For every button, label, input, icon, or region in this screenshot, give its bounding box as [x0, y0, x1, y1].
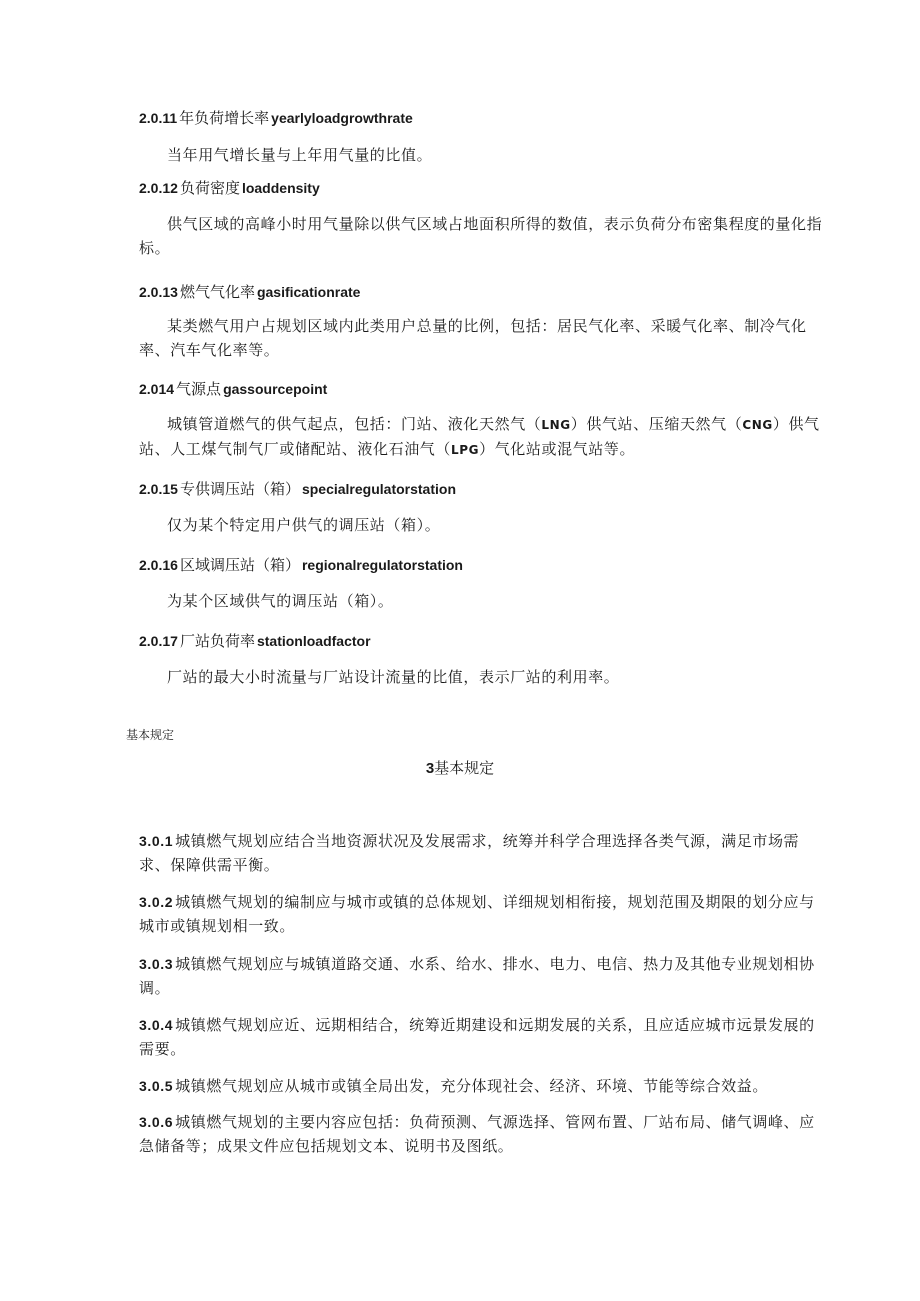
term-english-name: gasificationrate [256, 284, 361, 300]
definition-text: ）气化站或混气站等。 [479, 440, 636, 458]
clause-text: 城镇燃气规划应与城镇道路交通、水系、给水、排水、电力、电信、热力及其他专业规划相协调。 [139, 955, 815, 997]
abbreviation-lpg: LPG [451, 443, 480, 457]
term-definition: 仅为某个特定用户供气的调压站（箱）。 [167, 516, 441, 534]
term-definition: 厂站的最大小时流量与厂站设计流量的比值，表示厂站的利用率。 [167, 668, 620, 686]
term-number: 2.0.15 [139, 481, 178, 497]
term-chinese-name: 厂站负荷率 [179, 632, 255, 650]
term-chinese-name: 年负荷增长率 [179, 109, 270, 127]
clause-number: 3.0.2 [139, 894, 174, 910]
clause-number: 3.0.6 [139, 1114, 174, 1130]
clause-text: 城镇燃气规划应近、远期相结合，统筹近期建设和远期发展的关系，且应适应城市远景发展的需要。 [139, 1016, 815, 1058]
term-number: 2.0.12 [139, 180, 178, 196]
clause-3-0-6 [139, 1110, 829, 1158]
term-chinese-name: 气源点 [176, 380, 222, 398]
clause-number: 3.0.4 [139, 1017, 174, 1033]
clause-3-0-3 [139, 952, 829, 1000]
term-2-0-16 [139, 555, 829, 613]
term-chinese-name: 专供调压站（箱） [179, 480, 300, 498]
term-english-name: gassourcepoint [223, 381, 328, 397]
term-definition: 供气区域的高峰小时用气量除以供气区域占地面积所得的数值，表示负荷分布密集程度的量化指标。 [139, 215, 823, 257]
term-chinese-name: 区域调压站（箱） [179, 556, 300, 574]
definition-text: ）供气站、压缩天然气（ [570, 415, 743, 433]
clause-text: 城镇燃气规划的主要内容应包括：负荷预测、气源选择、管网布置、厂站布局、储气调峰、应急储备等；成果文件应包括规划文本、说明书及图纸。 [139, 1113, 815, 1155]
term-number: 2.0.13 [139, 284, 178, 300]
term-definition [139, 412, 829, 462]
clause-3-0-5 [139, 1074, 829, 1098]
clause-3-0-1 [139, 829, 829, 877]
clause-text: 城镇燃气规划应从城市或镇全局出发，充分体现社会、经济、环境、节能等综合效益。 [175, 1077, 768, 1095]
clause-3-0-2 [139, 890, 829, 938]
term-heading [139, 479, 829, 499]
term-number: 2.0.11 [139, 110, 178, 126]
term-heading [139, 631, 829, 651]
term-chinese-name: 燃气气化率 [179, 283, 255, 301]
term-number: 2.0.17 [139, 633, 178, 649]
term-2-0-17 [139, 631, 829, 689]
term-definition: 当年用气增长量与上年用气量的比值。 [167, 146, 433, 164]
clause-text: 城镇燃气规划的编制应与城市或镇的总体规划、详细规划相衔接，规划范围及期限的划分应与城市或镇规划相一致。 [139, 893, 815, 935]
clause-3-0-4 [139, 1013, 829, 1061]
clause-text: 城镇燃气规划应结合当地资源状况及发展需求，统筹并科学合理选择各类气源，满足市场需求、保障供需平衡。 [139, 832, 800, 874]
term-english-name: yearlyloadgrowthrate [271, 110, 413, 126]
chapter-heading [0, 757, 920, 780]
clause-number: 3.0.3 [139, 956, 174, 972]
clause-number: 3.0.5 [139, 1078, 174, 1094]
term-heading [139, 282, 829, 302]
chapter-title: 基本规定 [434, 759, 495, 777]
term-definition: 为某个区域供气的调压站（箱）。 [167, 592, 394, 610]
term-heading [139, 108, 829, 128]
term-2-0-13 [139, 282, 829, 362]
definition-text: 城镇管道燃气的供气起点，包括：门站、液化天然气（ [167, 415, 542, 433]
term-number: 2.0.16 [139, 557, 178, 573]
term-definition: 某类燃气用户占规划区域内此类用户总量的比例，包括：居民气化率、采暖气化率、制冷气化率、汽车气化率等。 [139, 317, 807, 359]
definition-text: ）供气站、人工煤气制气厂或储配站、液化石油气（ [139, 415, 820, 458]
term-english-name: stationloadfactor [256, 633, 371, 649]
term-2-0-12 [139, 178, 829, 260]
term-2-0-11 [139, 108, 829, 167]
term-english-name: regionalregulatorstation [301, 557, 463, 573]
term-2-0-14 [139, 379, 829, 462]
clause-number: 3.0.1 [139, 833, 174, 849]
abbreviation-lng: LNG [541, 418, 571, 432]
term-heading [139, 178, 829, 198]
chapter-number: 3 [425, 760, 435, 777]
term-english-name: loaddensity [241, 180, 320, 196]
term-chinese-name: 负荷密度 [179, 179, 240, 197]
section-bookmark-label: 基本规定 [126, 728, 175, 742]
term-heading [139, 555, 829, 575]
abbreviation-cng: CNG [742, 418, 773, 432]
term-english-name: specialregulatorstation [301, 481, 456, 497]
term-number: 2.014 [139, 381, 175, 397]
term-heading [139, 379, 829, 399]
term-2-0-15 [139, 479, 829, 537]
